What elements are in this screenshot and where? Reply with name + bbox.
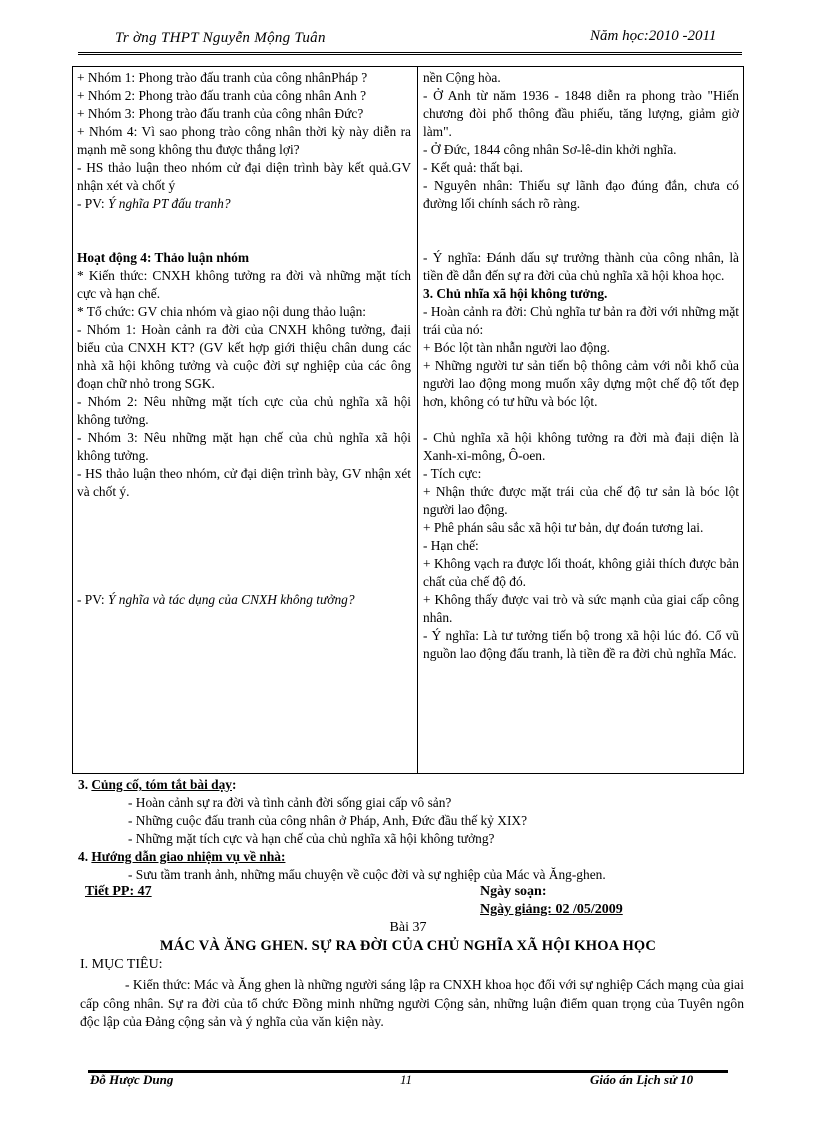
- question-text: Ý nghĩa PT đấu tranh?: [108, 196, 231, 211]
- right-line: + Không thấy được vai trò và sức mạnh của giai cấp công nhân.: [423, 592, 739, 625]
- content-column: [423, 69, 739, 663]
- left-line: [77, 195, 411, 213]
- right-line: - Hoàn cảnh ra đời: Chủ nghĩa tư bản ra đời với những mặt trái của nó:: [423, 304, 739, 337]
- right-line: - Ở Anh từ năm 1936 - 1848 diễn ra phong trào "Hiến chương đòi phổ thông đầu phiếu, tăng lượng, giảm giờ làm".: [423, 88, 739, 139]
- section-heading: 3. Chủ nhĩa xã hội không tưởng.: [423, 286, 608, 301]
- left-line: - Nhóm 1: Hoàn cảnh ra đời của CNXH không tưởng, đaịi biểu của CNXH KT? (GV kết hợp giới thiệu chân dung các nhà xã hội không tưởng và cuộc đời sự nghiệp của các ông đoạn chữ nhỏ trong SGK.: [77, 322, 411, 391]
- consolidate-item: - Những cuộc đấu tranh của công nhân ở Pháp, Anh, Đức đầu thế kỷ XIX?: [128, 813, 528, 828]
- left-line: * Tổ chức: GV chia nhóm và giao nội dung thảo luận:: [77, 304, 367, 319]
- right-line: - Ở Đức, 1844 công nhân Sơ-lê-din khởi nghĩa.: [423, 142, 677, 157]
- left-line: - HS thảo luận theo nhóm cử đại diện trình bày kết quả.GV nhận xét và chốt ý: [77, 160, 411, 193]
- left-line: - Nhóm 3: Nêu những mặt hạn chế của chủ nghĩa xã hội không tưởng.: [77, 430, 411, 463]
- teacher-activities-column: [77, 69, 411, 609]
- homework-item: - Sưu tầm tranh ảnh, những mẩu chuyện về cuộc đời và sự nghiệp của Mác và Ăng-ghen.: [128, 867, 606, 882]
- post-table-section: [78, 776, 744, 884]
- right-line: - Ý nghĩa: Là tư tưởng tiến bộ trong xã hội lúc đó. Cổ vũ nguồn lao động đấu tranh, là tiền đề ra đời chủ nghĩa Mác.: [423, 628, 739, 661]
- school-year: Năm học:2010 -2011: [590, 28, 717, 44]
- left-line: + Nhóm 2: Phong trào đấu tranh của công nhân Anh ?: [77, 88, 367, 103]
- right-line: + Phê phán sâu sắc xã hội tư bản, dự đoán tương lai.: [423, 520, 704, 535]
- question-prefix: - PV:: [77, 592, 108, 607]
- objectives-heading: I. MỤC TIÊU:: [80, 957, 163, 972]
- right-line: - Chủ nghĩa xã hội không tưởng ra đời mà đaịi diện là Xanh-xi-mông, Ô-oen.: [423, 430, 739, 463]
- right-line: - Kết quả: thất bại.: [423, 160, 524, 175]
- prepared-date-label: Ngày soạn:: [480, 884, 547, 899]
- left-line: + Nhóm 4: Vì sao phong trào công nhân thời kỳ này diễn ra mạnh mẽ song không thu được thắng lợi?: [77, 124, 411, 157]
- left-line: - HS thảo luận theo nhóm, cử đại diện trình bày, GV nhận xét và chốt ý.: [77, 466, 411, 499]
- header-rule: [78, 52, 742, 55]
- lesson-title: MÁC VÀ ĂNG GHEN. SỰ RA ĐỜI CỦA CHỦ NGHĨA XÃ HỘI KHOA HỌC: [159, 938, 657, 954]
- question-prefix: - PV:: [77, 196, 108, 211]
- lesson-period: Tiết PP: 47: [85, 884, 152, 899]
- right-line: - Ý nghĩa: Đánh dấu sự trưởng thành của công nhân, là tiền đề dẫn đến sự ra đời của chủ nghĩa xã hội khoa học.: [423, 250, 739, 283]
- right-line: + Bóc lột tàn nhẫn người lao động.: [423, 340, 611, 355]
- right-line: + Không vạch ra được lối thoát, không giải thích được bản chất của chế độ đó.: [423, 556, 739, 589]
- left-line: - Nhóm 2: Nêu những mặt tích cực của chủ nghĩa xã hội không tưởng.: [77, 394, 411, 427]
- consolidate-item: - Những mặt tích cực và hạn chế của chủ nghĩa xã hội không tưởng?: [128, 831, 495, 846]
- objectives-paragraph: - Kiến thức: Mác và Ăng ghen là những người sáng lập ra CNXH khoa học đối với sự nghiệp Cách mạng của giai cấp công nhân. Sự ra đời của tổ chức Đồng minh những người Cộng sản, những luận điểm quan trọng của Tuyên ngôn độc lập của Đảng cộng sản và ý nghĩa của văn kiện này.: [80, 977, 744, 1029]
- homework-heading: 4. Hướng dẫn giao nhiệm vụ về nhà:: [78, 849, 286, 864]
- footer-author: Đỗ Hược Dung: [90, 1072, 174, 1087]
- right-line: - Nguyên nhân: Thiếu sự lãnh đạo đúng đắn, chưa có đường lối chính sách rõ ràng.: [423, 178, 739, 211]
- lesson-number: Bài 37: [389, 920, 427, 935]
- left-line: + Nhóm 3: Phong trào đấu tranh của công nhân Đức?: [77, 106, 364, 121]
- teaching-date: Ngày giảng: 02 /05/2009: [480, 902, 623, 917]
- right-line: + Nhận thức được mặt trái của chế độ tư sản là bóc lột người lao động.: [423, 484, 739, 517]
- right-line: nền Cộng hòa.: [423, 70, 501, 85]
- left-line: * Kiến thức: CNXH không tưởng ra đời và những mặt tích cực và hạn chế.: [77, 268, 411, 301]
- column-divider: [417, 67, 418, 773]
- right-line: + Những người tư sản tiến bộ thông cảm với nỗi khổ của người lao động mong muốn xây dựng một chế độ tốt đẹp hơn, không có tư hữu và bóc lột.: [423, 358, 739, 409]
- consolidate-heading: 3. Củng cố, tóm tắt bài dạy:: [78, 777, 237, 792]
- left-line: [77, 591, 411, 609]
- right-line: - Tích cực:: [423, 466, 482, 481]
- right-line: - Hạn chế:: [423, 538, 479, 553]
- footer-page-number: 11: [400, 1072, 413, 1087]
- school-name: Tr ờng THPT Nguyễn Mộng Tuân: [115, 30, 326, 46]
- activity-heading: Hoạt động 4: Thảo luận nhóm: [77, 250, 250, 265]
- lesson-table: [72, 66, 744, 774]
- footer-subject: Giáo án Lịch sử 10: [590, 1072, 694, 1087]
- question-text: Ý nghĩa và tác dụng của CNXH không tưởng?: [108, 592, 355, 607]
- left-line: + Nhóm 1: Phong trào đấu tranh của công nhânPháp ?: [77, 70, 368, 85]
- consolidate-item: - Hoàn cảnh sự ra đời và tình cảnh đời sống giai cấp vô sản?: [128, 795, 452, 810]
